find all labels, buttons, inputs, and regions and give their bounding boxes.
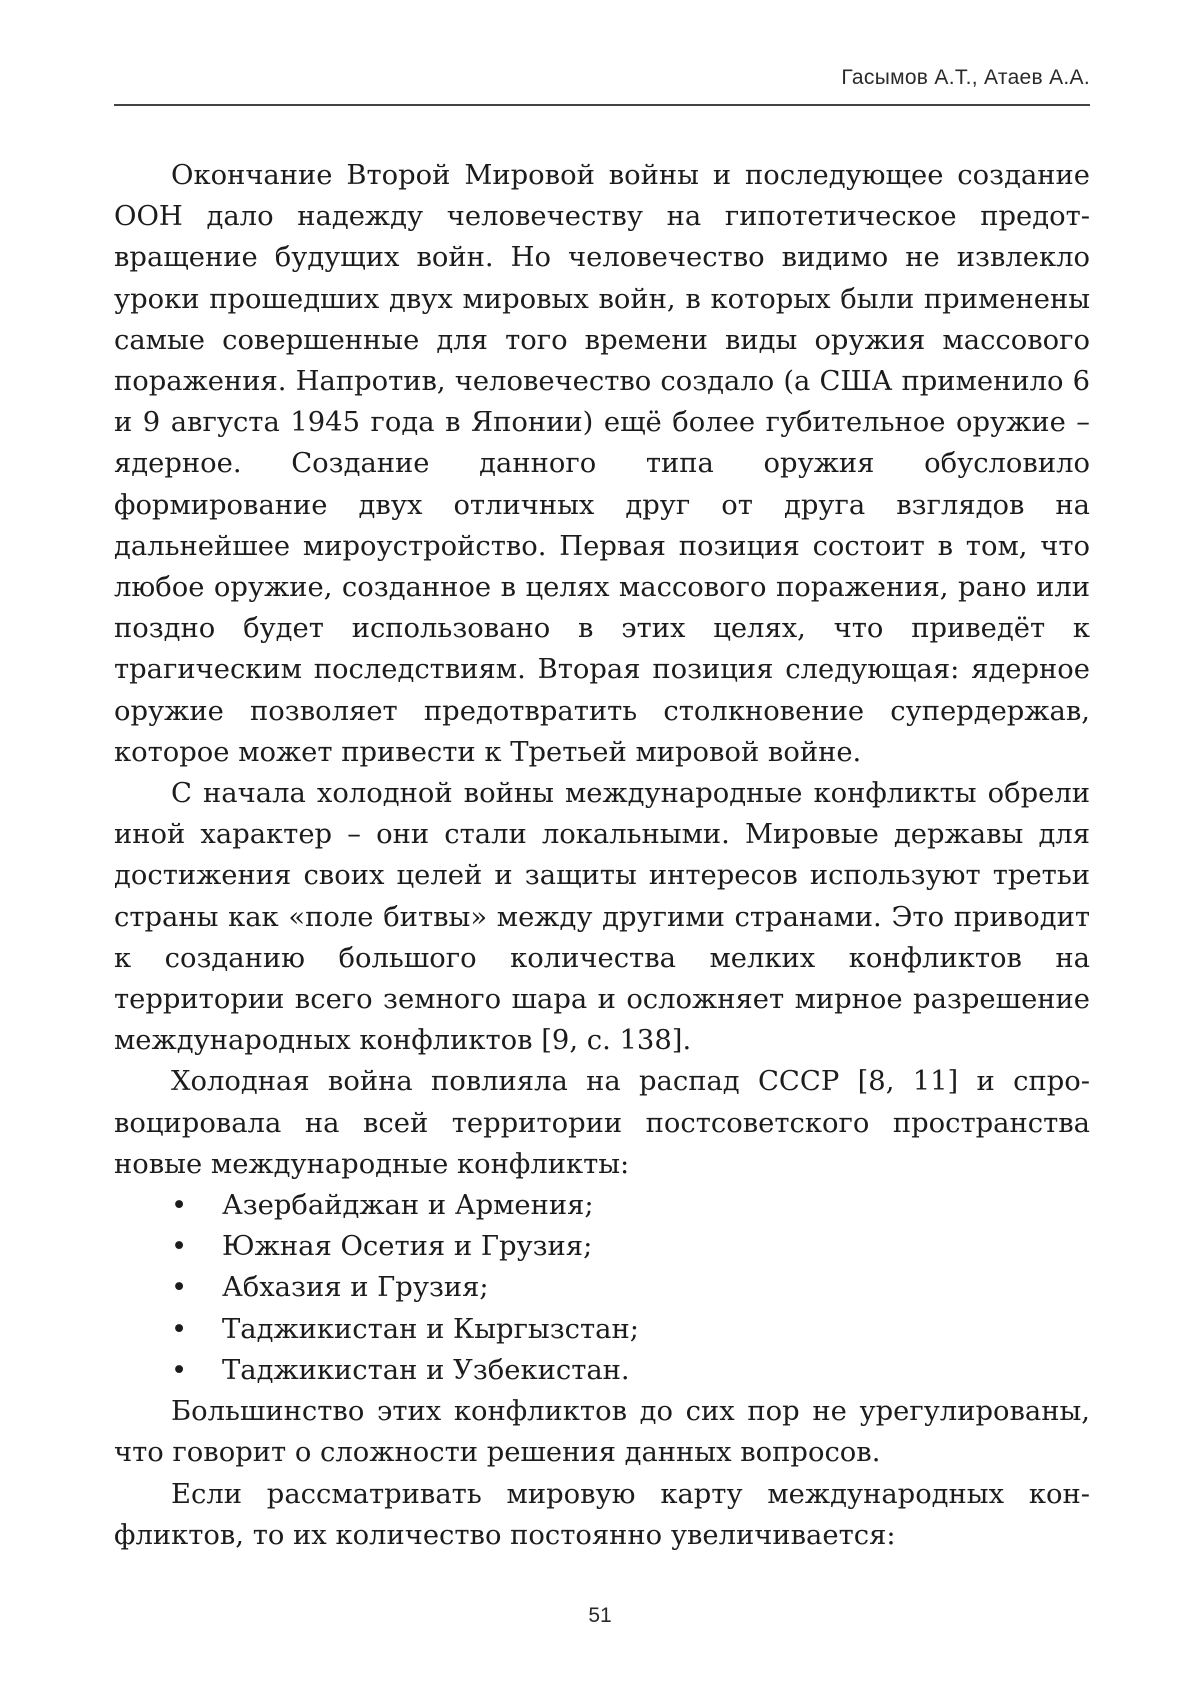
list-item: [114, 1267, 1090, 1308]
list-item-text: Азербайджан и Армения;: [222, 1190, 594, 1222]
bullet-icon: •: [171, 1231, 188, 1263]
bullet-icon: •: [171, 1313, 188, 1345]
paragraph: Холодная война повлияла на распад СССР [8, 11] и спровоцировала на всей территории постсоветского пространства новые международные конфликты:: [114, 1066, 1090, 1180]
conflicts-list: [114, 1185, 1090, 1391]
paragraph: Окончание Второй Мировой войны и последующее создание ООН дало надежду человечеству на гипотетическое предотвращение будущих войн. Но человечество видимо не извлекло уроки прошедших двух мировых войн, в которых были применены самые совершенные для того времени виды оружия массового поражения. Напротив, человечество создало (а США применило 6 и 9 августа 1945 года в Японии) ещё более губительное оружие – ядерное. Создание данного типа оружия обусловило формирование двух отличных друг от друга взглядов на дальнейшее мироустройство. Первая позиция состоит в том, что любое оружие, созданное в целях массового поражения, рано или поздно будет использовано в этих целях, что приведёт к трагическим последствиям. Вторая позиция следующая: ядерное оружие позволяет предотвратить столкновение супердержав, которое может привести к Третьей мировой войне.: [114, 160, 1090, 768]
list-item-text: Абхазия и Грузия;: [222, 1272, 489, 1304]
paragraph: С начала холодной войны международные конфликты обрели иной характер – они стали локальными. Мировые державы для достижения своих целей и защиты интересов используют третьи страны как «поле битвы» между другими странами. Это приводит к созданию большого количества мелких конфликтов на территории всего земного шара и осложняет мирное разрешение международных конфликтов [9, с. 138].: [114, 778, 1090, 1057]
list-item: [114, 1309, 1090, 1350]
list-item-text: Таджикистан и Узбекистан.: [222, 1354, 630, 1386]
bullet-icon: •: [171, 1354, 188, 1386]
bullet-icon: •: [171, 1272, 188, 1304]
list-item-text: Южная Осетия и Грузия;: [222, 1231, 593, 1263]
bullet-icon: •: [171, 1190, 188, 1222]
header-rule: [114, 104, 1090, 106]
paragraph: Если рассматривать мировую карту международных конфликтов, то их количество постоянно увеличивается:: [114, 1478, 1090, 1551]
list-item: [114, 1226, 1090, 1267]
running-head-authors: Гасымов А.Т., Атаев А.А.: [841, 66, 1090, 89]
list-item: [114, 1350, 1090, 1391]
list-item: [114, 1185, 1090, 1226]
paragraph: Большинство этих конфликтов до сих пор не урегулированы, что говорит о сложности решения данных вопросов.: [114, 1396, 1090, 1469]
list-item-text: Таджикистан и Кыргызстан;: [222, 1313, 639, 1345]
page-number: 51: [588, 1604, 612, 1627]
body-text: [114, 155, 1090, 1556]
